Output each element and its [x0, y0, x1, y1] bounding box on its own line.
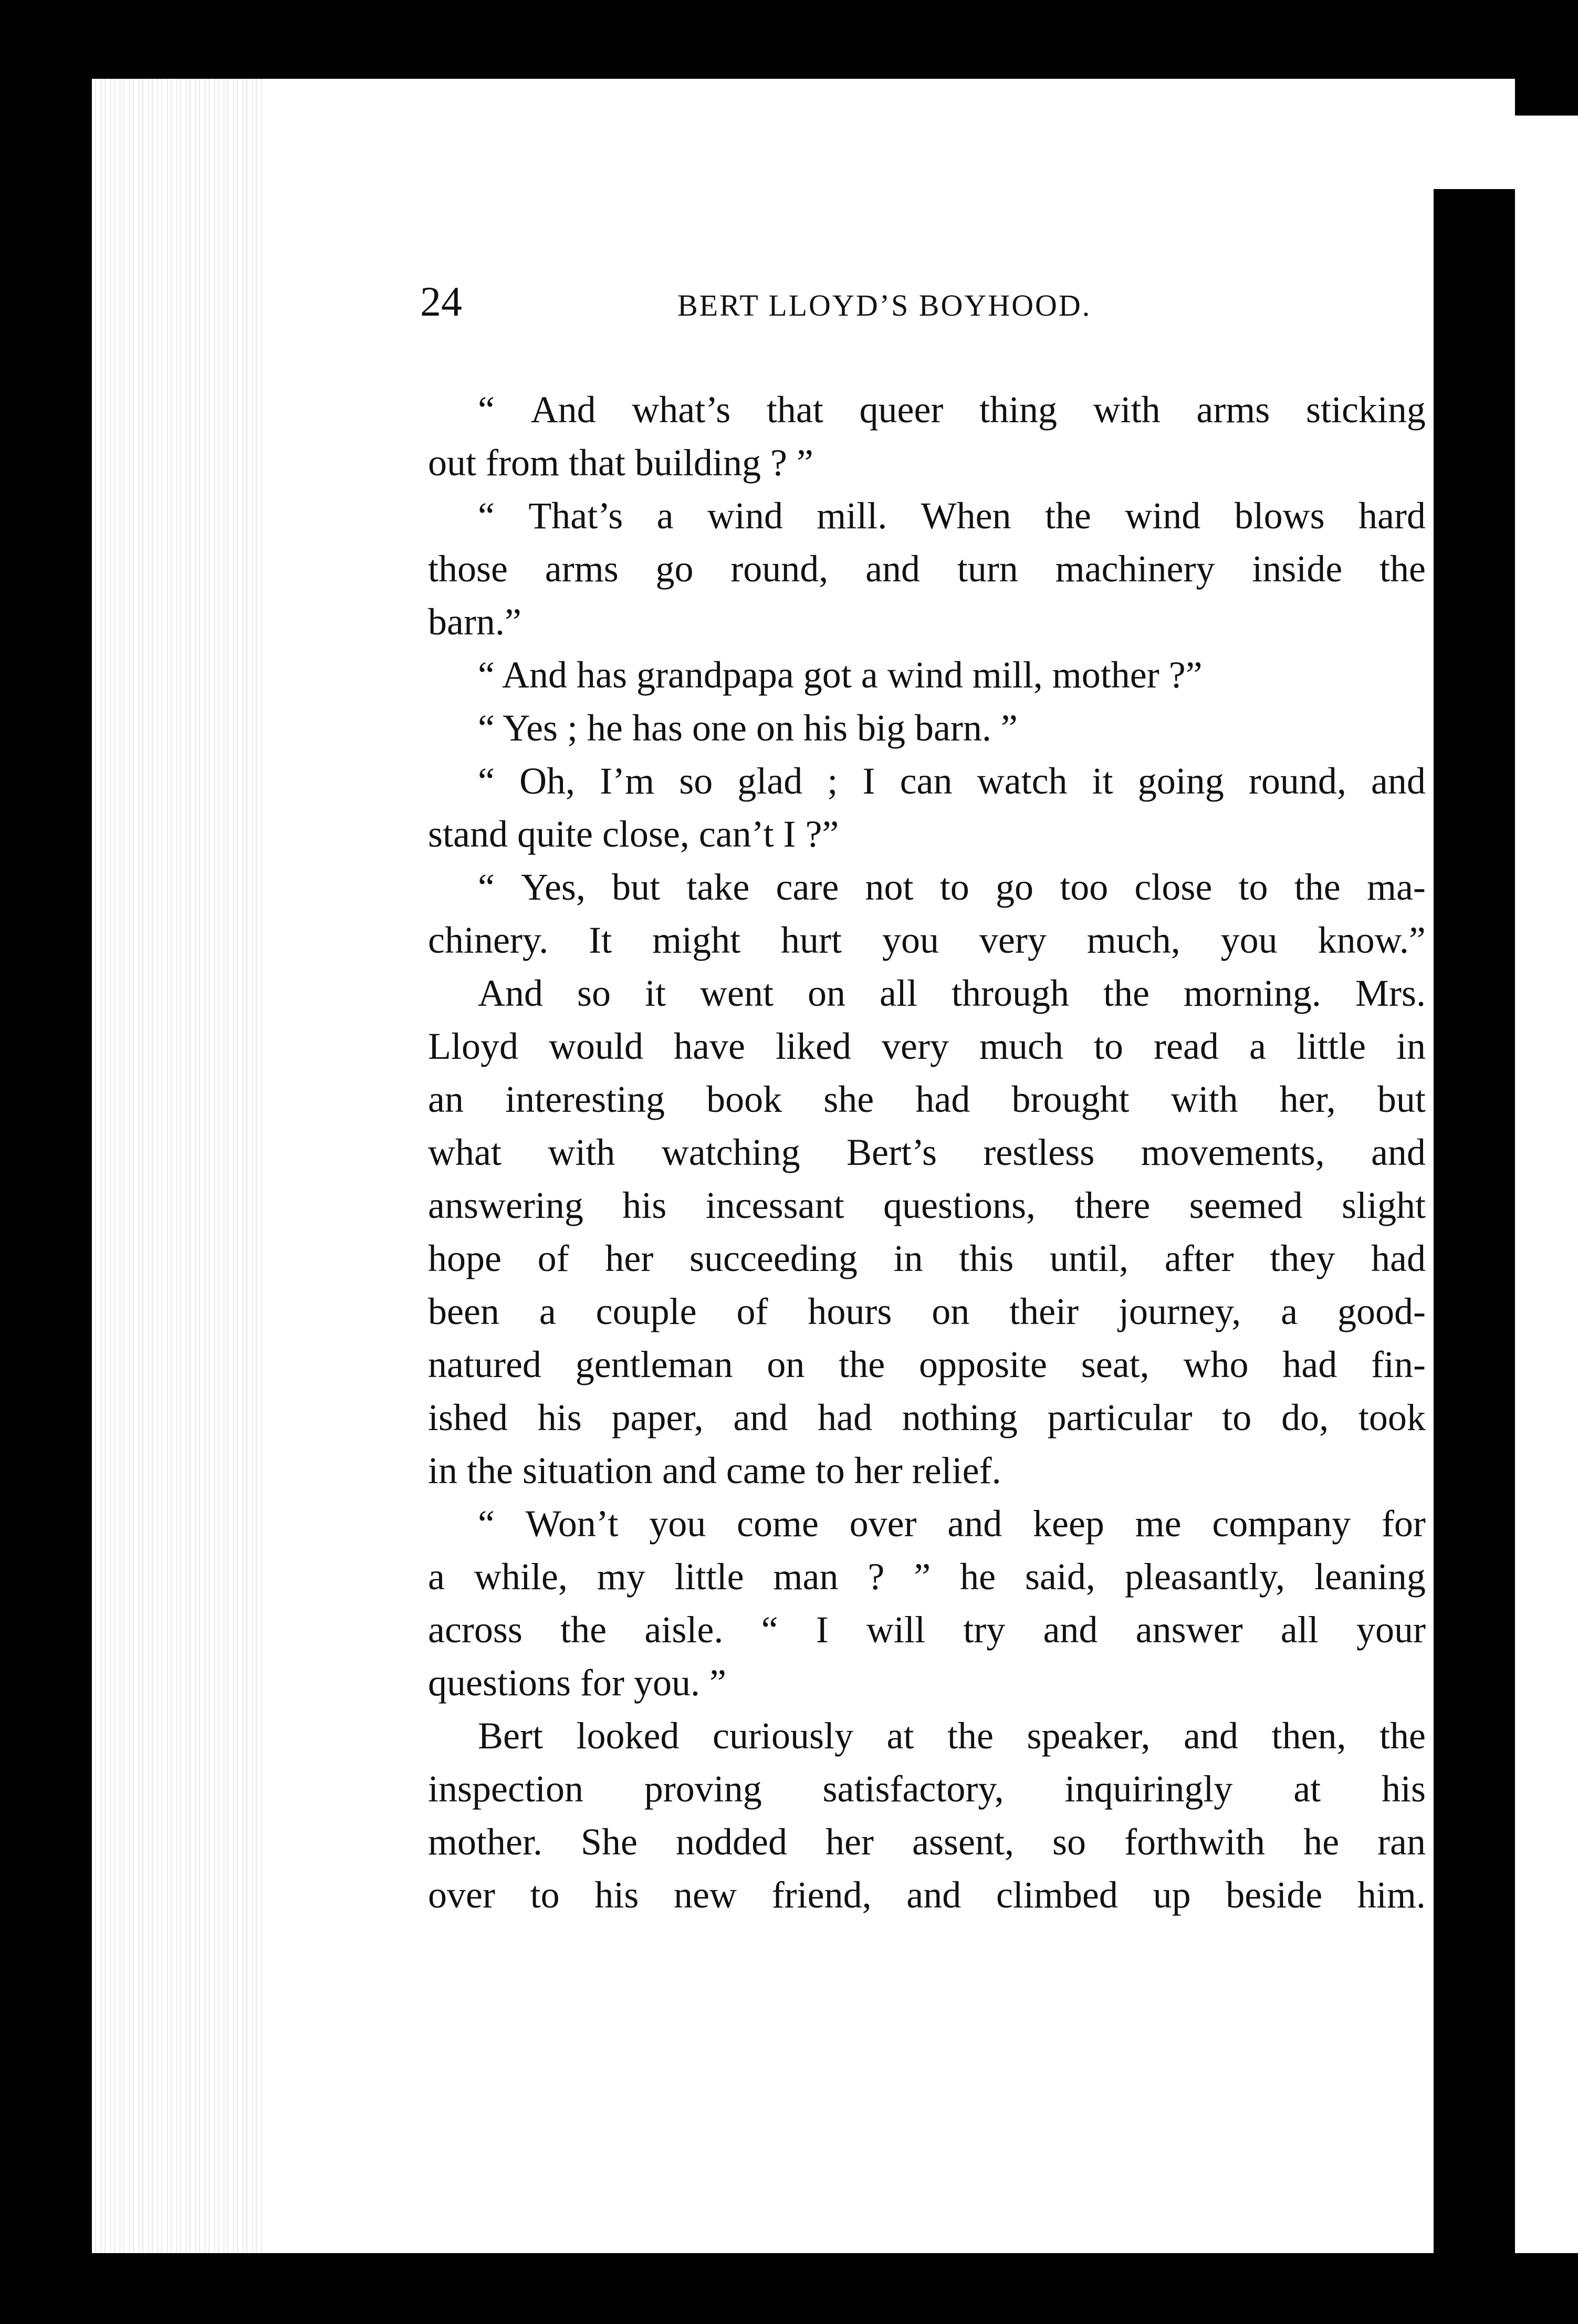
- word: And: [530, 389, 596, 431]
- word: I’m: [600, 760, 655, 802]
- text-line: [428, 1391, 1426, 1444]
- word: beside: [1226, 1874, 1323, 1916]
- word: on: [808, 972, 846, 1014]
- word: to: [1222, 1397, 1252, 1439]
- word: after: [1164, 1237, 1234, 1279]
- word: Lloyd: [428, 1025, 518, 1067]
- word: of: [537, 1237, 569, 1279]
- word: mother.: [428, 1821, 542, 1863]
- word: And: [478, 972, 543, 1014]
- word: to: [530, 1874, 560, 1916]
- word: a: [428, 1556, 445, 1598]
- word: a: [1249, 1025, 1266, 1067]
- word: who: [1183, 1343, 1249, 1385]
- word: hours: [808, 1290, 892, 1332]
- word: had: [818, 1397, 873, 1439]
- word: this: [959, 1237, 1014, 1279]
- word: come: [737, 1503, 819, 1545]
- word: hard: [1358, 495, 1426, 537]
- word: journey,: [1118, 1290, 1241, 1332]
- text-line: [428, 1179, 1426, 1232]
- text-line: barn.”: [428, 601, 521, 643]
- word: the: [947, 1715, 994, 1757]
- word: until,: [1050, 1237, 1129, 1279]
- word: restless: [983, 1131, 1095, 1173]
- text-line: [428, 861, 1426, 914]
- word: and: [906, 1874, 962, 1916]
- word: assent,: [912, 1821, 1014, 1863]
- word: take: [686, 866, 750, 908]
- word: round,: [1248, 760, 1346, 802]
- word: her: [825, 1821, 874, 1863]
- word: will: [866, 1609, 925, 1651]
- word: so: [1052, 1821, 1086, 1863]
- word: much: [979, 1025, 1063, 1067]
- word: nodded: [676, 1821, 787, 1863]
- text-line: [428, 1763, 1426, 1816]
- word: over: [428, 1874, 495, 1916]
- word: and: [733, 1397, 788, 1439]
- word: she: [823, 1078, 874, 1120]
- word: blows: [1234, 495, 1325, 537]
- text-line: [428, 1603, 1426, 1656]
- word: answering: [428, 1184, 583, 1226]
- text-line: [428, 1550, 1426, 1603]
- word: It: [589, 919, 612, 961]
- word: the: [1294, 866, 1341, 908]
- word: the: [1380, 1715, 1426, 1757]
- word: looked: [576, 1715, 680, 1757]
- word: a: [656, 495, 674, 537]
- word: forthwith: [1124, 1821, 1266, 1863]
- word: can: [900, 760, 953, 802]
- word: friend,: [771, 1874, 872, 1916]
- word: to: [1238, 866, 1268, 908]
- word: and: [947, 1503, 1002, 1545]
- word: her: [605, 1237, 654, 1279]
- word: through: [951, 972, 1069, 1014]
- word: close: [1134, 866, 1213, 908]
- word: glad: [737, 760, 803, 802]
- word: had: [915, 1078, 970, 1120]
- word: I: [816, 1609, 829, 1651]
- word: Yes,: [521, 866, 586, 908]
- word: a: [539, 1290, 556, 1332]
- text-line: “ And has grandpapa got a wind mill, mother ?”: [478, 654, 1203, 696]
- word: with: [548, 1131, 615, 1173]
- word: wind: [1125, 495, 1201, 537]
- word: a: [1281, 1290, 1298, 1332]
- word: the: [1103, 972, 1149, 1014]
- word: to: [1093, 1025, 1123, 1067]
- text-line: [428, 1338, 1426, 1391]
- word: thing: [979, 389, 1058, 431]
- word: you: [882, 919, 939, 961]
- word: “: [478, 495, 495, 537]
- word: and: [1043, 1609, 1098, 1651]
- word: on: [932, 1290, 970, 1332]
- word: might: [652, 919, 741, 961]
- word: care: [776, 866, 839, 908]
- word: my: [597, 1556, 645, 1598]
- word: ?: [868, 1556, 885, 1598]
- text-line: [428, 1816, 1426, 1869]
- word: they: [1270, 1237, 1335, 1279]
- text-line: [428, 1710, 1426, 1763]
- word: he: [960, 1556, 996, 1598]
- body-text: [428, 383, 1426, 1922]
- word: your: [1356, 1609, 1426, 1651]
- word: queer: [859, 389, 944, 431]
- word: been: [428, 1290, 499, 1332]
- word: watch: [977, 760, 1068, 802]
- word: it: [645, 972, 666, 1014]
- word: seat,: [1081, 1343, 1149, 1385]
- word: opposite: [918, 1343, 1047, 1385]
- text-line: in the situation and came to her relief.: [428, 1450, 1001, 1492]
- text-line: [428, 1020, 1426, 1073]
- word: have: [674, 1025, 745, 1067]
- text-line: [428, 543, 1426, 596]
- word: Mrs.: [1355, 972, 1426, 1014]
- word: and: [1371, 760, 1426, 802]
- word: on: [767, 1343, 805, 1385]
- word: hurt: [781, 919, 842, 961]
- word: in: [1396, 1025, 1426, 1067]
- word: very: [882, 1025, 949, 1067]
- word: going: [1137, 760, 1224, 802]
- word: go: [995, 866, 1033, 908]
- word: She: [581, 1821, 638, 1863]
- word: but: [1377, 1078, 1426, 1120]
- word: “: [478, 389, 495, 431]
- word: you: [1220, 919, 1278, 961]
- text-line: [428, 1073, 1426, 1126]
- word: his: [1381, 1768, 1426, 1810]
- word: That’s: [528, 495, 623, 537]
- word: hope: [428, 1237, 501, 1279]
- word: succeeding: [689, 1237, 858, 1279]
- word: nothing: [902, 1397, 1018, 1439]
- word: proving: [644, 1768, 762, 1810]
- word: his: [622, 1184, 667, 1226]
- word: there: [1074, 1184, 1151, 1226]
- word: arms: [545, 548, 619, 590]
- word: liked: [776, 1025, 851, 1067]
- word: interesting: [505, 1078, 665, 1120]
- text-line: [428, 967, 1426, 1020]
- word: inquiringly: [1064, 1768, 1233, 1810]
- word: When: [921, 495, 1011, 537]
- word: much,: [1086, 919, 1180, 961]
- word: leaning: [1314, 1556, 1426, 1598]
- word: I: [862, 760, 875, 802]
- word: particular: [1047, 1397, 1193, 1439]
- word: the: [1044, 495, 1091, 537]
- word: but: [612, 866, 661, 908]
- text-line: stand quite close, can’t I ?”: [428, 813, 839, 855]
- facing-page-strip: [1515, 116, 1578, 2253]
- word: had: [1282, 1343, 1337, 1385]
- word: ”: [914, 1556, 931, 1598]
- word: me: [1135, 1503, 1182, 1545]
- word: questions,: [883, 1184, 1036, 1226]
- word: morning.: [1183, 972, 1321, 1014]
- word: had: [1371, 1237, 1426, 1279]
- word: round,: [730, 548, 829, 590]
- word: “: [478, 866, 495, 908]
- text-line: [428, 755, 1426, 808]
- word: the: [1379, 548, 1426, 590]
- word: man: [773, 1556, 839, 1598]
- word: him.: [1357, 1874, 1426, 1916]
- word: went: [700, 972, 774, 1014]
- word: natured: [428, 1343, 541, 1385]
- word: not: [865, 866, 914, 908]
- word: ;: [827, 760, 838, 802]
- word: her,: [1279, 1078, 1336, 1120]
- word: inside: [1252, 548, 1343, 590]
- word: good-: [1337, 1290, 1426, 1332]
- word: with: [1093, 389, 1161, 431]
- text-line: [428, 1126, 1426, 1179]
- word: fin-: [1371, 1343, 1426, 1385]
- word: inspection: [428, 1768, 583, 1810]
- word: seemed: [1189, 1184, 1303, 1226]
- word: book: [706, 1078, 782, 1120]
- text-line: [428, 383, 1426, 436]
- word: climbed: [996, 1874, 1118, 1916]
- word: do,: [1281, 1397, 1329, 1439]
- word: “: [478, 760, 495, 802]
- word: then,: [1271, 1715, 1346, 1757]
- word: Bert: [478, 1715, 543, 1757]
- text-line: “ Yes ; he has one on his big barn. ”: [478, 707, 1018, 749]
- word: up: [1153, 1874, 1191, 1916]
- word: ran: [1377, 1821, 1426, 1863]
- word: would: [549, 1025, 644, 1067]
- page-number: 24: [420, 279, 462, 325]
- word: and: [1371, 1131, 1426, 1173]
- word: of: [736, 1290, 768, 1332]
- word: in: [893, 1237, 923, 1279]
- word: couple: [595, 1290, 697, 1332]
- word: and: [865, 548, 921, 590]
- word: chinery.: [428, 919, 549, 961]
- word: satisfactory,: [822, 1768, 1004, 1810]
- word: incessant: [705, 1184, 844, 1226]
- word: wind: [707, 495, 783, 537]
- word: ished: [428, 1397, 508, 1439]
- word: those: [428, 548, 508, 590]
- word: an: [428, 1078, 464, 1120]
- word: while,: [474, 1556, 568, 1598]
- word: all: [1280, 1609, 1319, 1651]
- word: the: [560, 1609, 607, 1651]
- page-gutter: [92, 79, 265, 2253]
- text-line: [428, 914, 1426, 967]
- word: read: [1154, 1025, 1219, 1067]
- word: curiously: [713, 1715, 853, 1757]
- text-line: [428, 1869, 1426, 1922]
- word: so: [679, 760, 713, 802]
- word: paper,: [611, 1397, 704, 1439]
- word: what’s: [632, 389, 731, 431]
- word: his: [537, 1397, 582, 1439]
- word: very: [979, 919, 1047, 961]
- word: brought: [1011, 1078, 1130, 1120]
- text-line: [428, 1497, 1426, 1550]
- word: ma-: [1366, 866, 1426, 908]
- word: speaker,: [1027, 1715, 1151, 1757]
- word: it: [1092, 760, 1113, 802]
- word: his: [594, 1874, 639, 1916]
- word: slight: [1341, 1184, 1426, 1226]
- word: their: [1009, 1290, 1079, 1332]
- word: turn: [957, 548, 1018, 590]
- word: you: [649, 1503, 706, 1545]
- word: Won’t: [525, 1503, 619, 1545]
- facing-page-edge: [1434, 189, 1515, 2253]
- word: little: [1296, 1025, 1366, 1067]
- word: Oh,: [519, 760, 576, 802]
- word: keep: [1032, 1503, 1104, 1545]
- word: watching: [661, 1131, 800, 1173]
- word: movements,: [1141, 1131, 1325, 1173]
- word: that: [766, 389, 823, 431]
- word: “: [761, 1609, 778, 1651]
- word: the: [839, 1343, 885, 1385]
- word: too: [1060, 866, 1109, 908]
- word: what: [428, 1131, 501, 1173]
- text-line: [428, 489, 1426, 543]
- word: and: [1184, 1715, 1238, 1757]
- word: know.”: [1318, 919, 1426, 961]
- text-line: [428, 1285, 1426, 1338]
- word: for: [1381, 1503, 1426, 1545]
- word: aisle.: [644, 1609, 724, 1651]
- word: he: [1303, 1821, 1340, 1863]
- word: pleasantly,: [1124, 1556, 1286, 1598]
- word: company: [1212, 1503, 1351, 1545]
- word: at: [886, 1715, 914, 1757]
- word: sticking: [1305, 389, 1426, 431]
- running-title: BERT LLOYD’S BOYHOOD.: [677, 288, 1092, 322]
- word: to: [939, 866, 969, 908]
- word: said,: [1025, 1556, 1095, 1598]
- word: new: [674, 1874, 737, 1916]
- text-line: [428, 1232, 1426, 1285]
- text-line: out from that building ? ”: [428, 442, 813, 484]
- word: gentleman: [575, 1343, 733, 1385]
- word: over: [849, 1503, 917, 1545]
- word: little: [674, 1556, 744, 1598]
- word: across: [428, 1609, 522, 1651]
- word: Bert’s: [846, 1131, 937, 1173]
- word: took: [1358, 1397, 1426, 1439]
- word: mill.: [817, 495, 887, 537]
- word: all: [880, 972, 917, 1014]
- word: so: [577, 972, 611, 1014]
- text-line: questions for you. ”: [428, 1662, 726, 1704]
- word: with: [1171, 1078, 1238, 1120]
- word: go: [655, 548, 694, 590]
- word: machinery: [1055, 548, 1215, 590]
- word: “: [478, 1503, 495, 1545]
- word: at: [1293, 1768, 1321, 1810]
- word: try: [963, 1609, 1006, 1651]
- word: answer: [1135, 1609, 1243, 1651]
- word: arms: [1196, 389, 1270, 431]
